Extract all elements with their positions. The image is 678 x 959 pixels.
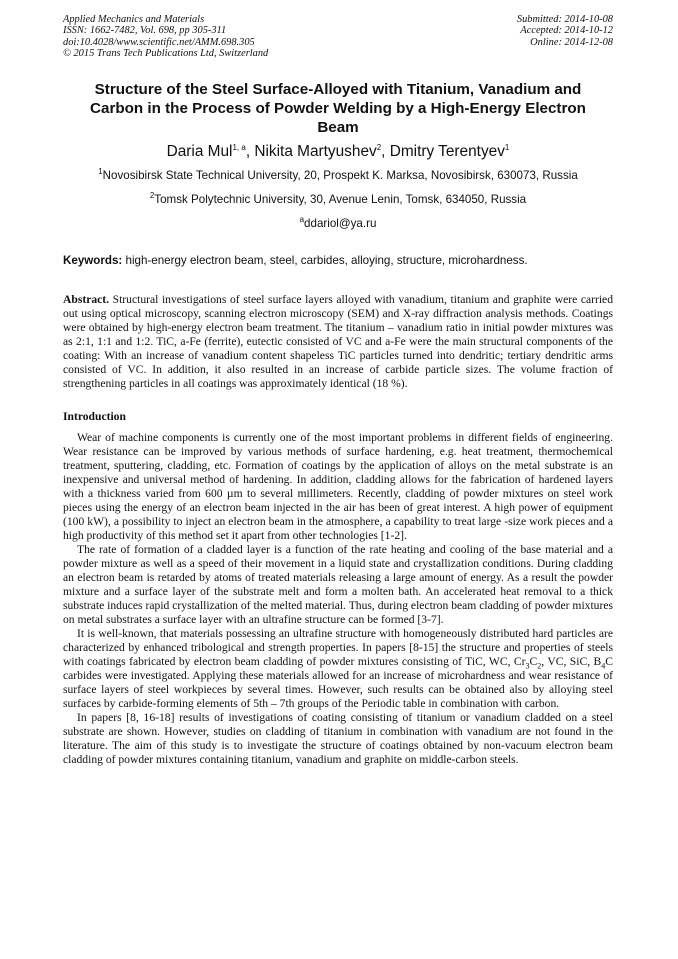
abstract-text: Structural investigations of steel surface layers alloyed with vanadium, titanium and graphite were carried out using optical microscopy, scanning electron microscopy (SEM) and X-ray diffraction analysis methods. Coatings were obtained by high-energy electron beam treatment. The titanium – vanadium ratio in initial powder mixtures was as 2:1, 1:1 and 1:2. TiC, a-Fe (ferrite), eutectic consisted of VC and a-Fe were the main structural components of the coating: With an increase of vanadium content shapeless TiC particles turned into dendritic; tertiary dendritic arms consisted of VC. In addition, it also resulted in an increase of carbide particle sizes. The volume fraction of strengthening particles in all coatings was approximately identical (18 %).: [63, 292, 613, 390]
paragraph-text: It is well-known, that materials possessing an ultrafine structure with homogeneously distributed hard particles are characterized by enhanced tribological and strength properties. In papers [8-15] the structure and properties of steels with coatings fabricated by electron beam cladding of powder mixtures consisting of TiC, WC, Cr: [63, 626, 613, 668]
author-name: Nikita Martyushev: [254, 142, 377, 160]
paragraph: [63, 627, 613, 711]
affiliation-1: [63, 168, 613, 183]
paragraph: Wear of machine components is currently one of the most important problems in different fields of engineering. Wear resistance can be improved by various methods of surface hardening, e.g. heat treatment, thermochemical treatment, sputtering, cladding, etc. Formation of coatings by the application of alloys on the metal substrate is an inexpensive and universal method of hardening. In addition, cladding allows for the fabrication of hardened layers with a thickness varied from 600 µm to several millimeters. Recently, cladding of powder mixtures on steel work pieces using the energy of an electron beam injected in the air has been of great interest. A high power of equipment (100 kW), a possibility to inject an electron beam in the atmosphere, a capability to treat large -size work pieces and a high productivity of this method set it apart from other technologies [1-2].: [63, 430, 613, 542]
keywords-label: Keywords:: [63, 253, 123, 267]
journal-issn: ISSN: 1662-7482, Vol. 698, pp 305-311: [63, 25, 227, 37]
author-name: Daria Mul: [166, 142, 233, 160]
introduction-body: [63, 431, 613, 767]
submission-dates: [517, 14, 613, 60]
author-affil-mark: 2: [376, 142, 382, 152]
journal-copyright: © 2015 Trans Tech Publications Ltd, Switzerland: [63, 48, 269, 60]
journal-info: [63, 14, 268, 60]
author-separator: ,: [245, 142, 255, 160]
author-affil-mark: 1, a: [232, 142, 246, 152]
paper-page: [63, 14, 613, 767]
submitted-date: Submitted: 2014-10-08: [516, 14, 613, 25]
affiliation-2: [63, 192, 613, 207]
author-affil-mark: 1: [504, 142, 510, 152]
paper-title: Structure of the Steel Surface-Alloyed with Titanium, Vanadium and Carbon in the Process of Powder Welding by a High-Energy Electron Beam: [90, 80, 586, 136]
subscript: 4: [601, 660, 606, 670]
email-address[interactable]: ddariol@ya.ru: [304, 216, 377, 230]
email-mark: a: [299, 214, 305, 224]
abstract: [63, 293, 613, 391]
paragraph: The rate of formation of a cladded layer is a function of the rate heating and cooling of the base material and a powder mixture as well as a speed of their movement in a liquid state and crystallization conditions. During cladding an electron beam is retarded by atoms of treated materials releasing a large amount of energy. As a result the powder mixture and a surface layer of the substrate melt and form a molten bath. An accelerated heat removal to a thick substrate induces rapid crystallization of the melted material. Thus, during electron beam cladding of powder mixtures on metal substrates a surface layer with an ultrafine structure can be formed [3-7].: [63, 542, 613, 626]
journal-doi: doi:10.4028/www.scientific.net/AMM.698.305: [63, 36, 255, 48]
paragraph-text: C: [529, 654, 538, 668]
affil-text: Tomsk Polytechnic University, 30, Avenue Lenin, Tomsk, 634050, Russia: [154, 192, 527, 206]
subscript: 3: [525, 660, 530, 670]
section-heading-introduction: Introduction: [63, 409, 126, 423]
keywords-text: high-energy electron beam, steel, carbides, alloying, structure, microhardness.: [122, 253, 528, 267]
keywords: [63, 253, 613, 268]
subscript: 2: [537, 660, 542, 670]
journal-name: Applied Mechanics and Materials: [63, 14, 205, 25]
publication-header: [63, 14, 613, 60]
online-date: Online: 2014-12-08: [530, 36, 613, 48]
author-separator: ,: [381, 142, 390, 160]
author-email: [63, 216, 613, 231]
paragraph: In papers [8, 16-18] results of investigations of coating consisting of titanium or vanadium cladded on a steel substrate are shown. However, studies on cladding of titanium in combination with vanadium are not found in the literature. The aim of this study is to investigate the structure of coatings obtained by non-vacuum electron beam cladding of powder mixtures containing titanium, vanadium and graphite on middle-carbon steels.: [63, 710, 613, 766]
paragraph-text: C carbides were investigated. Applying these materials allowed for an increase of microhardness and wear resistance of surface layers of steel workpieces by several times. However, such results can be obtained also by alloying steel surfaces by carbide-forming elements of 5th – 7th groups of the Periodic table in combination with carbon.: [63, 654, 613, 710]
accepted-date: Accepted: 2014-10-12: [520, 25, 613, 37]
affil-mark: 2: [149, 190, 155, 200]
abstract-label: Abstract.: [63, 292, 110, 306]
paragraph-text: , VC, SiC, B: [541, 654, 602, 668]
author-list: [63, 142, 613, 162]
affil-mark: 1: [98, 166, 103, 176]
author-name: Dmitry Terentyev: [389, 142, 505, 160]
affil-text: Novosibirsk State Technical University, 20, Prospekt K. Marksa, Novosibirsk, 630073, Russia: [102, 168, 578, 182]
